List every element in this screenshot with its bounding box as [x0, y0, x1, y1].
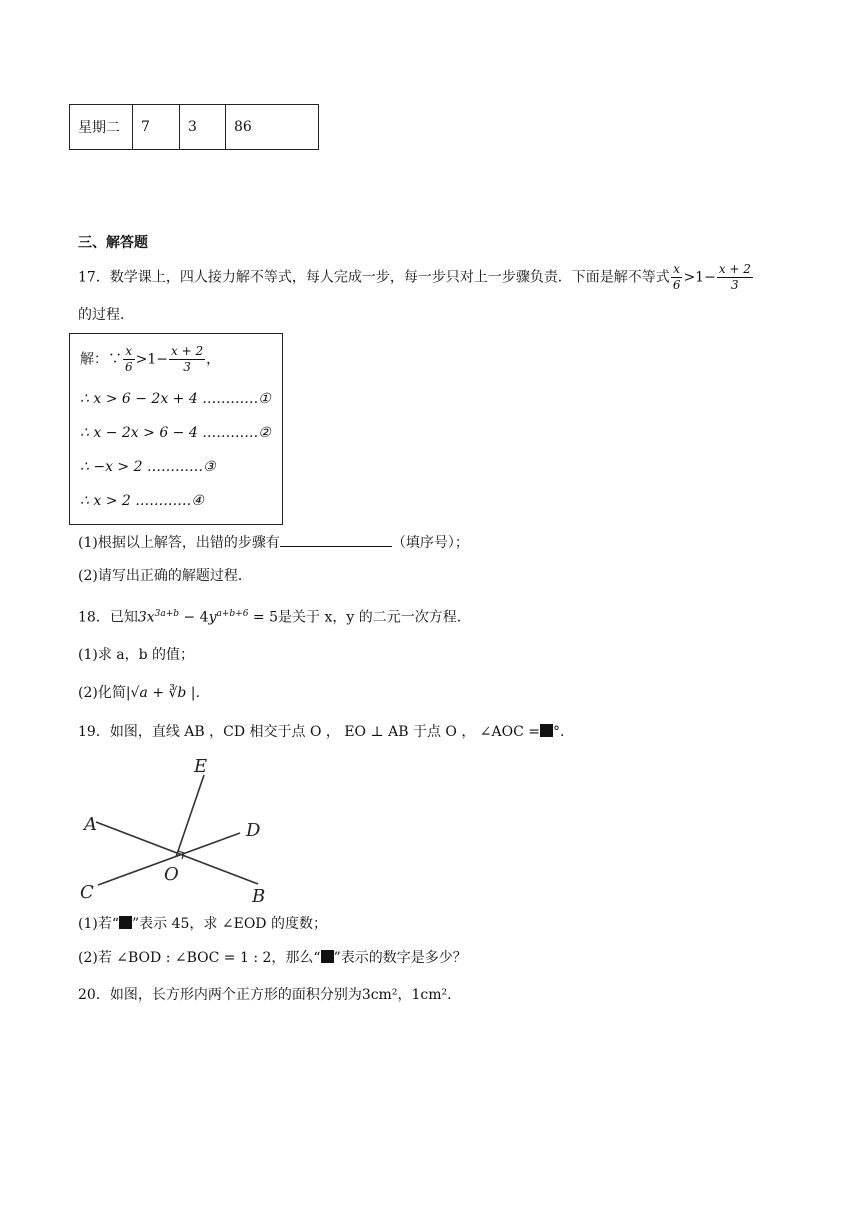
frac-den: 3 [183, 360, 191, 374]
frac-den: 6 [125, 360, 133, 374]
q18-term1: 3x [137, 609, 155, 626]
q17-part2: (2)请写出正确的解题过程． [78, 568, 252, 584]
table-cell: 3 [180, 105, 226, 150]
solution-mid: >1− [135, 351, 169, 368]
q17-intro-text: 17．数学课上，四人接力解不等式，每人完成一步，每一步只对上一步骤负责．下面是解不等式 [78, 269, 670, 286]
q18-part2 [78, 683, 210, 703]
solution-fraction [169, 344, 205, 375]
q19-stem [78, 722, 574, 742]
label-a: A [84, 814, 97, 835]
q18-exp1: 3a+b [154, 609, 180, 619]
q19-part2-suffix: ”表示的数字是多少？ [333, 950, 467, 966]
frac-num: x + 2 [171, 344, 204, 358]
solution-step-1: ∴ x > 6 − 2x + 4 …………① [80, 391, 271, 407]
table-cell: 86 [226, 105, 319, 150]
data-table [69, 104, 319, 150]
solution-step-2: ∴ x − 2x > 6 − 4 …………② [80, 425, 271, 441]
q18-eq: = 5是关于 x，y 的二元一次方程． [248, 609, 471, 626]
q18-var2: y [208, 609, 217, 626]
q18-part1: (1)求 a，b 的值； [78, 647, 195, 663]
q19-text-end: °． [552, 724, 574, 740]
label-d: D [246, 820, 261, 841]
solution-step-4: ∴ x > 2 …………④ [80, 493, 204, 509]
q19-part2 [78, 948, 467, 968]
q19-part1-text: (1)若“ [78, 916, 119, 932]
label-e: E [194, 756, 208, 777]
q20-stem: 20．如图，长方形内两个正方形的面积分别为3cm²，1cm²． [78, 987, 462, 1003]
frac-num: x [671, 262, 683, 278]
solution-suffix: ， [206, 351, 221, 368]
q18-stem [78, 604, 471, 628]
geometry-figure [70, 750, 290, 910]
q17-part1-suffix: （填序号）； [391, 535, 469, 551]
solution-box [69, 333, 283, 525]
q17-intro [78, 262, 754, 293]
solution-step-3: ∴ −x > 2 …………③ [80, 459, 216, 475]
frac-den: 6 [672, 278, 681, 292]
table-cell: 星期二 [70, 105, 133, 150]
q19-part1-suffix: ”表示 45，求 ∠EOD 的度数； [132, 916, 327, 932]
solution-prefix: 解：∵ [80, 351, 122, 368]
q19-text: 19．如图，直线 AB ，CD 相交于点 O ， EO ⊥ AB 于点 O ， ∠AOC = [78, 724, 540, 740]
table-cell: 7 [133, 105, 180, 150]
black-square-icon [119, 916, 132, 929]
q17-ineq-mid: >1− [683, 269, 716, 286]
frac-den: 3 [731, 278, 739, 292]
table-row [70, 105, 319, 150]
frac-num: x + 2 [718, 262, 751, 276]
frac-num: x [123, 344, 135, 360]
label-c: C [80, 882, 94, 903]
q18-minus: − 4 [179, 609, 209, 626]
q18-exp2: a+b+6 [216, 609, 249, 619]
q17-part1-text: (1)根据以上解答，出错的步骤有 [78, 535, 280, 551]
q18-part2-expr: |√a + ∛b |． [125, 685, 210, 701]
q17-part1 [78, 532, 469, 553]
section-title: 三、解答题 [78, 235, 148, 251]
q17-fraction [671, 262, 683, 293]
q17-fraction [717, 262, 753, 293]
q18-part2-text: (2)化简 [78, 685, 126, 701]
q19-part2-text: (2)若 ∠BOD : ∠BOC = 1 : 2，那么“ [78, 950, 321, 966]
q18-prefix: 18．已知 [78, 609, 138, 626]
label-b: B [252, 886, 266, 907]
label-o: O [164, 864, 179, 885]
solution-line-0 [80, 344, 220, 375]
solution-fraction [123, 344, 135, 375]
black-square-icon [540, 724, 553, 737]
q19-part1 [78, 914, 327, 934]
black-square-icon [321, 950, 334, 963]
q17-intro-end: 的过程． [78, 307, 134, 323]
answer-blank[interactable] [280, 532, 392, 547]
ray-oe [176, 775, 204, 857]
